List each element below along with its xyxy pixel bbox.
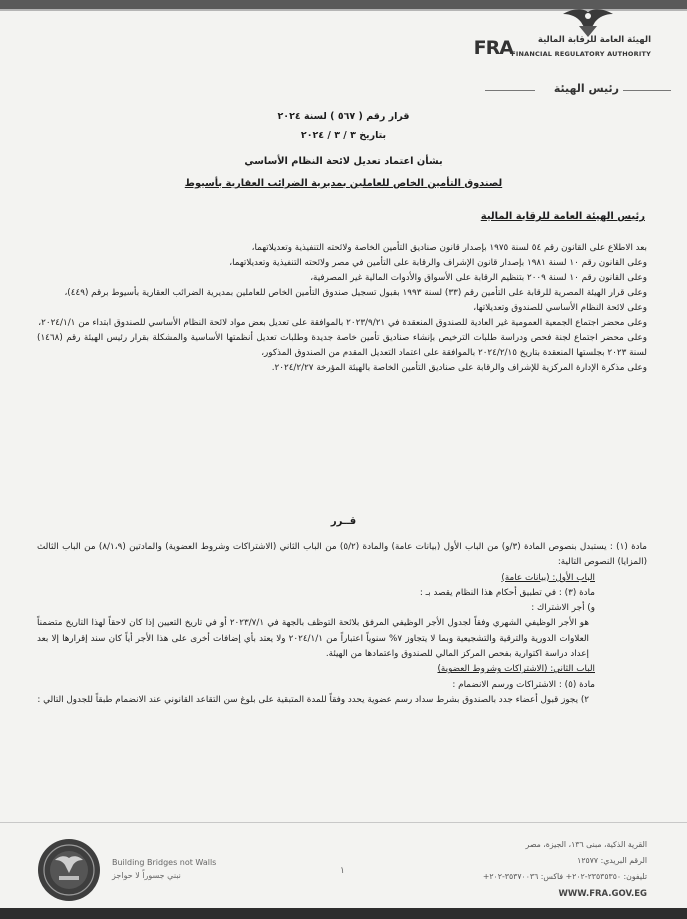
decree-subject-line2-text: لصندوق التأمين الخاص للعاملين بمديرية الضرائب العقارية بأسيوط — [184, 178, 503, 189]
chapter2-title: الباب الثاني: (الاشتراكات وشروط العضوية) — [437, 664, 595, 675]
wage-definition: هو الأجر الوظيفي الشهري وفقاً لجدول الأجر الوظيفي المرفق بلائحة التوظف بالجهة في ٢٠٢٣/٧/١ أو في تاريخ التعيين إذا كان لاحقاً لهذا التاريخ متضمناً العلاوات الدورية والترقية والتشجيعية وبما لا يتجاوز ٧% سنوياً اعتباراً من ٢٠٢٤/١/١ ولا يعتد بأي إضافات أخرى على هذا الأجر أياً كان سند إقرارها إلا بعد إعداد دراسة اكتوارية بفحص المركز المالي للصندوق واعتمادها من الهيئة. — [37, 618, 589, 660]
recital: وعلى مذكرة الإدارة المركزية للإشراف والرقابة على صناديق التأمين الخاصة بالهيئة المؤرخة ٢٠٢٤/٢/٢٧. — [271, 363, 647, 373]
recital: وعلى محضر اجتماع لجنة فحص ودراسة طلبات الترخيص بإنشاء صناديق تأمين خاصة جديدة وطلبات تعديل أنظمتها الأساسية والمشكلة بقرار رئيس الهيئة رقم (١٤٦٨) لسنة ٢٠٢٣ بجلستها المنعقدة بتاريخ ٢٠٢٤/٢/١٥ بالموافقة على اعتماد التعديل المقدم من الصندوق المذكور، — [37, 333, 647, 358]
footer-postal: الرقم البريدي: ١٢٥٧٧ — [577, 856, 647, 865]
eagle-icon — [559, 8, 617, 38]
footer-phone: تليفون: ٢٣٥٣٥٣٥٠-٢٠٢+ فاكس: ٣٥٣٧٠٠٣٦-٢٠٢+ — [482, 872, 647, 881]
recital: وعلى لائحة النظام الأساسي للصندوق وتعديلاتها، — [473, 303, 647, 313]
seal-icon — [37, 838, 101, 902]
decree-date: بتاريخ ٣ / ٣ / ٢٠٢٤ — [300, 130, 387, 141]
recital: وعلى القانون رقم ١٠ لسنة ١٩٨١ بإصدار قانون الإشراف والرقابة على التأمين في مصر ولائحته التنفيذية وتعديلاتهما، — [229, 258, 647, 268]
org-name-arabic: الهيئة العامة للرقابة المالية — [537, 35, 651, 45]
footer-divider — [0, 822, 687, 823]
item-waw: و) أجر الاشتراك : — [531, 603, 595, 614]
office-title: رئيس الهيئة — [553, 82, 619, 95]
recital: وعلى القانون رقم ١٠ لسنة ٢٠٠٩ بتنظيم الرقابة على الأسواق والأدوات المالية غير المصرفية، — [310, 273, 647, 283]
recital: بعد الاطلاع على القانون رقم ٥٤ لسنة ١٩٧٥ بإصدار قانون صناديق التأمين الخاصة ولائحته التنفيذية وتعديلاتهما، — [251, 243, 647, 253]
decided-heading: قــرر — [330, 516, 357, 527]
slogan-arabic: نبني جسوراً لا حواجز — [112, 871, 181, 880]
bottom-border-bar — [0, 908, 687, 919]
article1-intro: مادة (١) : يستبدل بنصوص المادة (٣/و) من الباب الأول (بيانات عامة) والمادة (٥/٢) من الباب الثاني (الاشتراكات وشروط العضوية) والمادتين (٨/١،٩) من الباب الثالث (المزايا) النصوص التالية: — [37, 542, 647, 568]
decree-subject-line2 — [0, 178, 687, 189]
article3-title: مادة (٣) : في تطبيق أحكام هذا النظام يقصد بـ : — [419, 587, 595, 598]
recital: وعلى محضر اجتماع الجمعية العمومية غير العادية للصندوق المنعقدة في ٢٠٢٣/٩/٢١ بالموافقة على تعديل بعض مواد لائحة النظام الأساسي للصندوق ابتداء من ٢٠٢٤/١/١، — [38, 318, 647, 328]
recitals-block — [37, 241, 647, 376]
title-rule-left — [485, 90, 535, 91]
footer-website: WWW.FRA.GOV.EG — [558, 889, 647, 899]
org-name-english: FINANCIAL REGULATORY AUTHORITY — [511, 50, 651, 58]
articles-block — [37, 540, 647, 708]
recital: وعلى قرار الهيئة المصرية للرقابة على التأمين رقم (٣٣) لسنة ١٩٩٣ بقبول تسجيل صندوق التأمين الخاص للعاملين بمديرية الضرائب العقارية بأسيوط برقم (٤٤٩)، — [64, 288, 647, 298]
page-number: ١ — [340, 866, 345, 876]
footer-address: القرية الذكية، مبنى ١٣٦، الجيزة، مصر — [525, 840, 647, 849]
slogan-english: Building Bridges not Walls — [112, 858, 217, 867]
title-rule-right — [623, 90, 671, 91]
decree-number: قرار رقم ( ٥٦٧ ) لسنة ٢٠٢٤ — [277, 111, 410, 122]
chairman-heading: رئيس الهيئة العامة للرقابة المالية — [480, 211, 645, 222]
chapter1-title: الباب الأول: (بيانات عامة) — [501, 572, 595, 583]
decree-subject-line1: بشأن اعتماد تعديل لائحة النظام الأساسي — [244, 156, 443, 167]
fra-logo — [471, 10, 651, 58]
fra-logo-letters: FRA — [473, 37, 513, 59]
item2-text: ٢) يجوز قبول أعضاء جدد بالصندوق بشرط سداد رسم عضوية يحدد وفقاً للمدة المتبقية على بلوغ سن التقاعد القانوني عند الانضمام طبقاً للجدول التالي : — [37, 694, 589, 705]
article5-title: مادة (٥) : الاشتراكات ورسم الانضمام : — [452, 679, 595, 690]
